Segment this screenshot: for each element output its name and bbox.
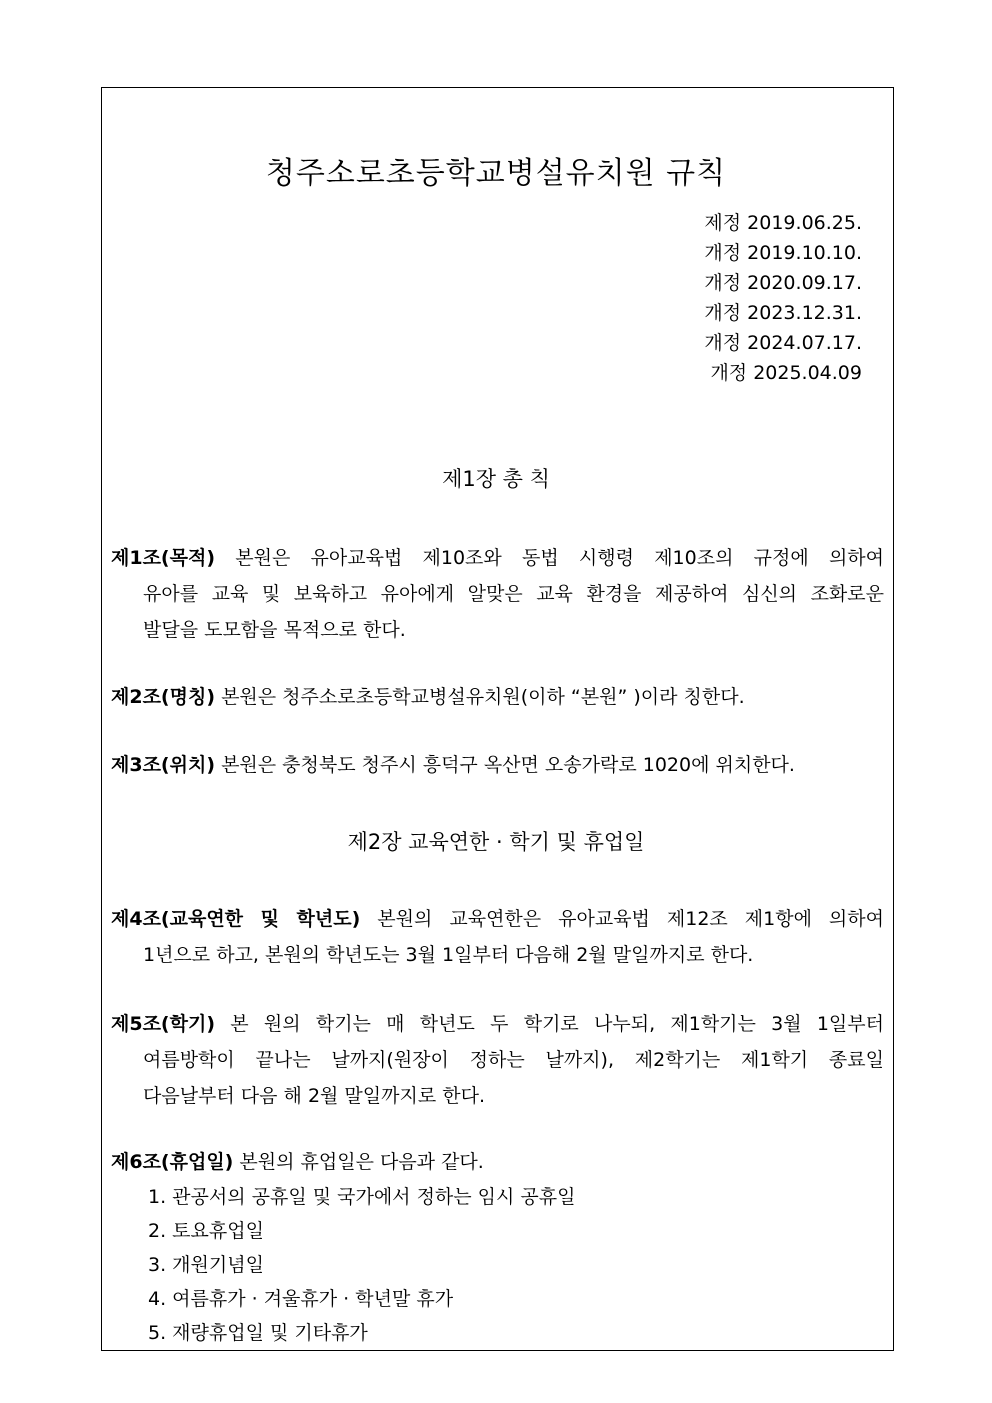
list-item: 1. 관공서의 공휴일 및 국가에서 정하는 임시 공휴일 — [148, 1186, 576, 1208]
article-1-line-3: 발달을 도모함을 목적으로 한다. — [143, 619, 406, 641]
article-5-line-3: 다음날부터 다음 해 2월 말일까지로 한다. — [143, 1085, 485, 1107]
article-1-line-1: 제1조(목적) 본원은 유아교육법 제10조와 동법 시행령 제10조의 규정에 의하여 — [111, 547, 885, 569]
list-item: 2. 토요휴업일 — [148, 1220, 264, 1242]
article-1-label: 제1조(목적) — [111, 547, 216, 569]
list-item: 5. 재량휴업일 및 기타휴가 — [148, 1322, 368, 1344]
chapter-1-heading: 제1장 총 칙 — [442, 467, 550, 491]
article-4-label: 제4조(교육연한 및 학년도) — [111, 908, 361, 930]
article-1 — [111, 540, 884, 648]
article-4-line-2: 1년으로 하고, 본원의 학년도는 3월 1일부터 다음해 2월 말일까지로 한다. — [143, 944, 754, 966]
revision-date: 개정 2024.07.17. — [704, 332, 862, 354]
list-item: 4. 여름휴가 · 겨울휴가 · 학년말 휴가 — [148, 1288, 454, 1310]
article-5-label: 제5조(학기) — [111, 1013, 216, 1035]
article-3-label: 제3조(위치) — [111, 754, 216, 776]
article-1-line-2: 유아를 교육 및 보육하고 유아에게 알맞은 교육 환경을 제공하여 심신의 조화로운 — [143, 583, 884, 605]
revision-date: 개정 2019.10.10. — [704, 242, 862, 264]
article-3 — [111, 747, 884, 783]
holiday-list — [148, 1180, 576, 1350]
article-2 — [111, 679, 884, 715]
revision-history — [704, 208, 862, 388]
document-title: 청주소로초등학교병설유치원 규칙 — [265, 156, 727, 191]
article-6-text: 본원의 휴업일은 다음과 같다. — [239, 1151, 484, 1173]
article-3-text: 본원은 충청북도 청주시 흥덕구 옥산면 오송가락로 1020에 위치한다. — [221, 754, 795, 776]
article-6 — [111, 1144, 884, 1180]
chapter-2-heading: 제2장 교육연한 · 학기 및 휴업일 — [347, 830, 645, 854]
article-4-line-1: 제4조(교육연한 및 학년도) 본원의 교육연한은 유아교육법 제12조 제1항에 의하여 — [111, 908, 884, 930]
article-5-line-1: 제5조(학기) 본 원의 학기는 매 학년도 두 학기로 나누되, 제1학기는 3월 1일부터 — [111, 1013, 884, 1035]
revision-date: 개정 2023.12.31. — [704, 302, 862, 324]
article-2-text: 본원은 청주소로초등학교병설유치원(이하 “본원” )이라 칭한다. — [221, 686, 745, 708]
revision-date: 제정 2019.06.25. — [704, 212, 862, 234]
article-4 — [111, 901, 884, 973]
article-5-line-2: 여름방학이 끝나는 날까지(원장이 정하는 날까지), 제2학기는 제1학기 종료일 — [143, 1049, 884, 1071]
revision-date: 개정 2025.04.09 — [710, 362, 862, 384]
list-item: 3. 개원기념일 — [148, 1254, 264, 1276]
article-5 — [111, 1006, 884, 1114]
article-2-label: 제2조(명칭) — [111, 686, 216, 708]
article-6-label: 제6조(휴업일) — [111, 1151, 234, 1173]
revision-date: 개정 2020.09.17. — [704, 272, 862, 294]
